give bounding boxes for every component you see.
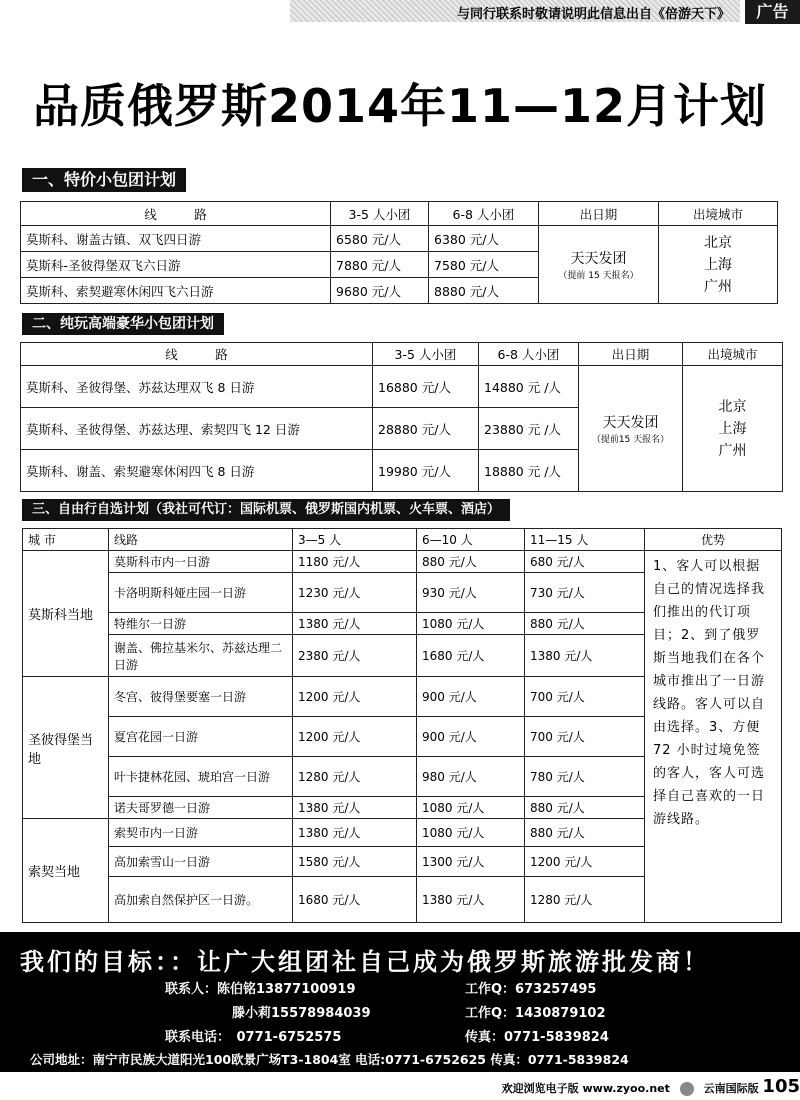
- price: 28880 元/人: [373, 408, 479, 450]
- price: 1280 元/人: [293, 757, 417, 797]
- price: 700 元/人: [525, 717, 645, 757]
- site-text: 欢迎浏览电子版 www.zyoo.net: [501, 1082, 670, 1095]
- depart-cell: [539, 226, 659, 304]
- route: 莫斯科、圣彼得堡、苏兹达理双飞 8 日游: [21, 366, 373, 408]
- price: 19980 元/人: [373, 450, 479, 492]
- price: 900 元/人: [417, 677, 525, 717]
- phone: 联系电话： 0771-6752575: [165, 1030, 342, 1045]
- price: 9680 元/人: [331, 278, 429, 304]
- price: 8880 元/人: [429, 278, 539, 304]
- header-notice: 与同行联系时敬请说明此信息出自《倍游天下》: [456, 7, 730, 22]
- price: 1200 元/人: [293, 717, 417, 757]
- depart-text: 天天发团: [602, 415, 659, 431]
- address: 公司地址：南宁市民族大道阳光100欧景广场T3-1804室 电话:0771-6752625 传真：0771-5839824: [30, 1052, 629, 1067]
- price: 730 元/人: [525, 573, 645, 613]
- route: 夏宫花园一日游: [109, 717, 293, 757]
- col-city: 出境城市: [659, 202, 778, 226]
- price: 6580 元/人: [331, 226, 429, 252]
- price: 7580 元/人: [429, 252, 539, 278]
- city-cell: [659, 226, 778, 304]
- route: 谢盖、佛拉基米尔、苏兹达理二日游: [109, 635, 293, 677]
- route: 特维尔一日游: [109, 613, 293, 635]
- price: 1180 元/人: [293, 551, 417, 573]
- qq-2: 工作Q：1430879102: [465, 1006, 606, 1021]
- price: 880 元/人: [417, 551, 525, 573]
- col-route: 线路: [109, 529, 293, 551]
- city: 北京: [704, 234, 732, 251]
- route: 莫斯科、谢盖、索契避寒休闲四飞 8 日游: [21, 450, 373, 492]
- depart-note: （提前15 天报名）: [591, 435, 670, 445]
- section2-table: [20, 342, 783, 492]
- city-moscow: 莫斯科当地: [23, 551, 109, 677]
- col-route: 线 路: [21, 343, 373, 366]
- city-cell: [683, 366, 783, 492]
- route: 莫斯科-圣彼得堡双飞六日游: [21, 252, 331, 278]
- route: 卡洛明斯科娅庄园一日游: [109, 573, 293, 613]
- city: 上海: [704, 256, 732, 273]
- col-6-8: 6-8 人小团: [429, 202, 539, 226]
- price: 1300 元/人: [417, 847, 525, 877]
- price: 1200 元/人: [525, 847, 645, 877]
- price: 7880 元/人: [331, 252, 429, 278]
- route: 高加索雪山一日游: [109, 847, 293, 877]
- section1-table: [20, 201, 778, 304]
- col-depart: 出日期: [579, 343, 683, 366]
- col-3-5: 3-5 人小团: [331, 202, 429, 226]
- route: 莫斯科、索契避寒休闲四飞六日游: [21, 278, 331, 304]
- col-route: 线 路: [21, 202, 331, 226]
- price: 23880 元 /人: [479, 408, 579, 450]
- header-notice-bar: [290, 0, 740, 22]
- depart-cell: [579, 366, 683, 492]
- price: 1200 元/人: [293, 677, 417, 717]
- city: 广州: [704, 278, 732, 295]
- route: 叶卡捷林花园、琥珀宫一日游: [109, 757, 293, 797]
- city-sochi: 索契当地: [23, 819, 109, 923]
- price: 18880 元 /人: [479, 450, 579, 492]
- price: 1580 元/人: [293, 847, 417, 877]
- price: 1080 元/人: [417, 613, 525, 635]
- qq-1: 工作Q：673257495: [465, 982, 597, 997]
- depart-text: 天天发团: [570, 251, 627, 267]
- col-city: 城 市: [23, 529, 109, 551]
- route: 冬宫、彼得堡要塞一日游: [109, 677, 293, 717]
- section3-heading: 三、自由行自选计划（我社可代订：国际机票、俄罗斯国内机票、火车票、酒店）: [22, 499, 510, 521]
- price: 14880 元 /人: [479, 366, 579, 408]
- col-depart: 出日期: [539, 202, 659, 226]
- price: 780 元/人: [525, 757, 645, 797]
- price: 900 元/人: [417, 717, 525, 757]
- price: 680 元/人: [525, 551, 645, 573]
- price: 1280 元/人: [525, 877, 645, 923]
- section3-table: [22, 528, 782, 923]
- col-6-8: 6-8 人小团: [479, 343, 579, 366]
- page-number: 105: [762, 1076, 800, 1097]
- price: 1680 元/人: [293, 877, 417, 923]
- route: 索契市内一日游: [109, 819, 293, 847]
- price: 2380 元/人: [293, 635, 417, 677]
- depart-note: （提前 15 天报名）: [558, 271, 639, 281]
- city-stpetersburg: 圣彼得堡当地: [23, 677, 109, 819]
- edition-text: 云南国际版: [703, 1082, 759, 1095]
- price: 1680 元/人: [417, 635, 525, 677]
- slogan: 我们的目标：：让广大组团社自己成为俄罗斯旅游批发商！: [20, 948, 710, 976]
- ad-tag: 广告: [745, 0, 800, 24]
- page-title: 品质俄罗斯2014年11—12月计划: [32, 79, 768, 133]
- price: 6380 元/人: [429, 226, 539, 252]
- price: 930 元/人: [417, 573, 525, 613]
- price: 1380 元/人: [293, 613, 417, 635]
- price: 1380 元/人: [293, 797, 417, 819]
- col-3-5: 3—5 人: [293, 529, 417, 551]
- contact-1: 联系人：陈伯铭13877100919: [165, 982, 356, 997]
- city: 北京: [718, 398, 747, 415]
- city: 上海: [718, 420, 747, 437]
- contact-2: 滕小莉15578984039: [232, 1006, 371, 1021]
- col-3-5: 3-5 人小团: [373, 343, 479, 366]
- price: 880 元/人: [525, 819, 645, 847]
- col-11-15: 11—15 人: [525, 529, 645, 551]
- price: 1380 元/人: [417, 877, 525, 923]
- price: 1230 元/人: [293, 573, 417, 613]
- route: 莫斯科、谢盖古镇、双飞四日游: [21, 226, 331, 252]
- price: 1080 元/人: [417, 819, 525, 847]
- route: 莫斯科市内一日游: [109, 551, 293, 573]
- price: 980 元/人: [417, 757, 525, 797]
- city: 广州: [718, 442, 747, 459]
- col-city: 出境城市: [683, 343, 783, 366]
- section1-heading: 一、特价小包团计划: [22, 168, 186, 192]
- bottom-bar: [502, 1076, 800, 1097]
- fax: 传真：0771-5839824: [465, 1030, 609, 1045]
- price: 16880 元/人: [373, 366, 479, 408]
- advantages-cell: 1、客人可以根据自己的情况选择我们推出的代订项目；2、到了俄罗斯当地我们在各个城市推出了一日游线路。客人可以自由选择。3、方便 72 小时过境免签的客人，客人可选择自己喜欢的一日游线路。: [645, 551, 782, 923]
- price: 1380 元/人: [293, 819, 417, 847]
- price: 1380 元/人: [525, 635, 645, 677]
- col-advantage: 优势: [645, 529, 782, 551]
- price: 700 元/人: [525, 677, 645, 717]
- price: 1080 元/人: [417, 797, 525, 819]
- section2-heading: 二、纯玩高端豪华小包团计划: [22, 313, 224, 335]
- price: 880 元/人: [525, 613, 645, 635]
- price: 880 元/人: [525, 797, 645, 819]
- route: 莫斯科、圣彼得堡、苏兹达理、索契四飞 12 日游: [21, 408, 373, 450]
- route: 诺夫哥罗德一日游: [109, 797, 293, 819]
- route: 高加索自然保护区一日游。: [109, 877, 293, 923]
- globe-icon: [680, 1082, 694, 1096]
- col-6-10: 6—10 人: [417, 529, 525, 551]
- footer-panel: [0, 932, 800, 1072]
